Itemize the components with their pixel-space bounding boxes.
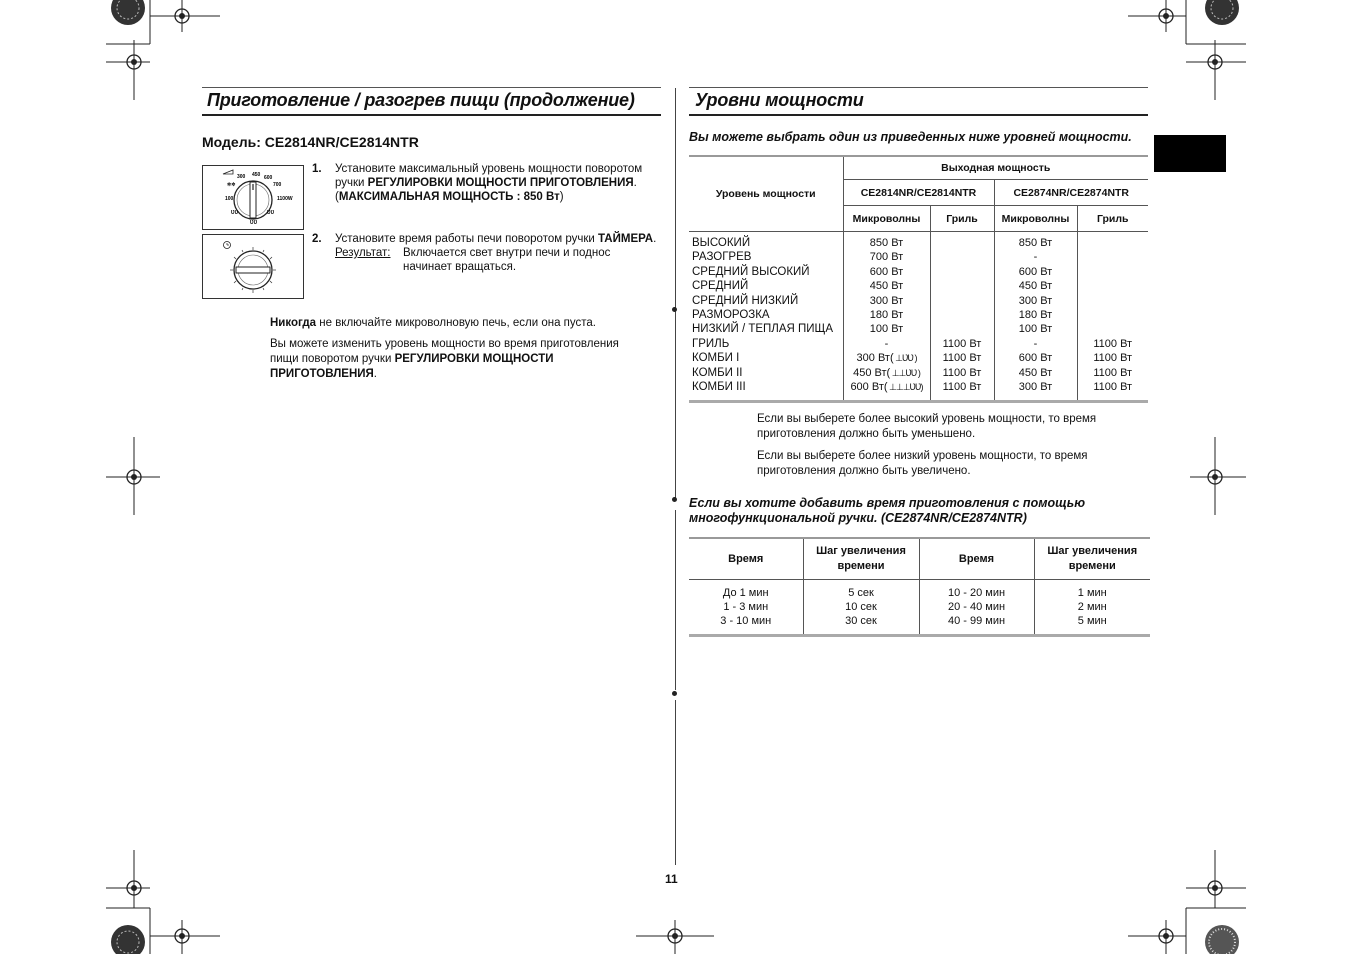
svg-text:600: 600 xyxy=(264,175,273,181)
b-grill-value: 1100 Вт xyxy=(1093,352,1133,365)
level-name: РАЗОГРЕВ xyxy=(692,251,752,264)
level-name: ВЫСОКИЙ xyxy=(692,237,751,249)
change-power-note xyxy=(270,337,670,382)
b-grill-value: 1100 Вт xyxy=(1093,380,1133,393)
step-1-cell xyxy=(803,580,919,636)
add-time-heading xyxy=(689,496,1149,526)
right-section-title: Уровни мощности xyxy=(695,90,864,110)
a-micro-value: - xyxy=(884,337,889,350)
center-divider xyxy=(675,700,676,865)
level-name: НИЗКИЙ / ТЕПЛАЯ ПИЩА xyxy=(692,323,833,336)
a-micro-value: 100 Вт xyxy=(869,323,904,336)
lower-note-line2: приготовления должно быть увеличено. xyxy=(757,465,971,477)
col-step-1 xyxy=(803,538,919,580)
a-grill-value xyxy=(931,279,994,293)
level-name: ГРИЛЬ xyxy=(692,337,730,350)
svg-text:✲✲: ✲✲ xyxy=(227,182,236,188)
b-grill-value xyxy=(1078,308,1149,322)
a-micro-value: 180 Вт xyxy=(869,308,904,321)
a-grill-value xyxy=(931,265,994,279)
time-step: 10 сек xyxy=(845,601,877,613)
time-step: 1 мин xyxy=(1077,587,1107,599)
timer-knob-name: ТАЙМЕРА xyxy=(598,233,654,245)
max-power-note: МАКСИМАЛЬНАЯ МОЩНОСТЬ : 850 Вт xyxy=(338,191,560,203)
col-b-grill: Гриль xyxy=(1077,206,1148,232)
divider-dot xyxy=(672,497,677,502)
page-number: 11 xyxy=(665,872,678,886)
center-divider xyxy=(675,318,676,498)
step-header-line2: времени xyxy=(837,560,885,572)
right-title-rule xyxy=(689,114,1148,116)
level-name: СРЕДНИЙ xyxy=(692,280,749,293)
a-micro-value: 600 Вт( xyxy=(850,380,888,393)
a-micro-value: 450 Вт xyxy=(869,280,904,293)
time-range: 1 - 3 мин xyxy=(723,601,769,613)
level-name: КОМБИ I xyxy=(692,352,740,365)
time-step: 30 сек xyxy=(845,615,877,627)
step-header-line1: Шаг увеличения xyxy=(1047,545,1138,557)
lower-power-note xyxy=(757,449,1157,479)
a-grill-value xyxy=(931,308,994,322)
a-grill-cell xyxy=(930,232,994,402)
b-micro-value: - xyxy=(1033,337,1038,350)
b-micro-value: 600 Вт xyxy=(1018,352,1053,365)
b-grill-value xyxy=(1078,236,1149,250)
b-micro-cell xyxy=(994,232,1077,402)
b-grill-value: 1100 Вт xyxy=(1093,366,1133,379)
col-b-micro: Микроволны xyxy=(994,206,1077,232)
svg-text:100: 100 xyxy=(225,196,234,202)
step-2-line1-text: Установите время работы печи поворотом ручки xyxy=(335,233,598,245)
step-1-line1: Установите максимальный уровень мощности поворотом xyxy=(335,163,643,175)
b-grill-value xyxy=(1078,250,1149,264)
step-2-number: 2. xyxy=(312,233,322,245)
result-line2: начинает вращаться. xyxy=(403,261,517,273)
result-line1: Включается свет внутри печи и поднос xyxy=(403,247,611,259)
right-title-rule-top xyxy=(689,87,1148,88)
time-2-cell xyxy=(919,580,1034,636)
svg-text:450: 450 xyxy=(252,172,261,178)
col-model-a: CE2814NR/CE2814NTR xyxy=(843,180,994,206)
time-step: 5 мин xyxy=(1077,615,1107,627)
step-1-line2-end: . xyxy=(633,177,637,189)
power-intro: Вы можете выбрать один из приведенных ниже уровней мощности. xyxy=(689,130,1132,144)
time-range: 10 - 20 мин xyxy=(947,587,1006,599)
a-micro-value: 850 Вт xyxy=(869,237,904,249)
b-micro-value: 450 Вт xyxy=(1018,280,1053,293)
b-micro-value: 850 Вт xyxy=(1018,237,1053,249)
change-line2-bold: РЕГУЛИРОВКИ МОЩНОСТИ xyxy=(394,353,554,365)
a-grill-value xyxy=(931,322,994,336)
combi-icon: ⊥ƲƲ ) xyxy=(893,353,917,364)
model-heading: Модель: CE2814NR/CE2814NTR xyxy=(202,134,419,150)
time-range: 20 - 40 мин xyxy=(947,601,1006,613)
col-a-grill: Гриль xyxy=(930,206,994,232)
a-grill-value: 1100 Вт xyxy=(942,352,982,365)
a-micro-cell xyxy=(843,232,930,402)
timer-dial-icon xyxy=(203,235,303,298)
left-title-rule xyxy=(202,114,661,116)
level-name: СРЕДНИЙ ВЫСОКИЙ xyxy=(692,265,810,278)
svg-text:ƲƲ: ƲƲ xyxy=(267,210,275,216)
change-line3-end: . xyxy=(373,368,377,380)
b-micro-value: 300 Вт xyxy=(1018,380,1053,393)
step-2-line1-end: . xyxy=(653,233,657,245)
level-name: РАЗМОРОЗКА xyxy=(692,308,770,321)
step-header-line2: времени xyxy=(1068,560,1116,572)
time-1-cell xyxy=(689,580,803,636)
divider-dot xyxy=(672,691,677,696)
col-output-power: Выходная мощность xyxy=(843,156,1148,180)
col-power-level: Уровень мощности xyxy=(689,156,843,232)
time-step: 5 сек xyxy=(848,587,874,599)
col-model-b: CE2874NR/CE2874NTR xyxy=(994,180,1148,206)
section-tab-marker xyxy=(1154,135,1226,172)
step-2-cell xyxy=(1034,580,1150,636)
left-section-title: Приготовление / разогрев пищи (продолжение) xyxy=(207,90,635,110)
b-micro-value: - xyxy=(1033,251,1038,264)
level-name: СРЕДНИЙ НИЗКИЙ xyxy=(692,294,799,307)
a-grill-value xyxy=(931,236,994,250)
combi-icon: ⊥⊥ƲƲ ) xyxy=(890,367,920,378)
b-grill-value xyxy=(1078,322,1149,336)
a-micro-value: 600 Вт xyxy=(869,265,904,278)
levels-cell xyxy=(689,232,843,402)
add-time-line1: Если вы хотите добавить время приготовления с помощью xyxy=(689,496,1086,510)
higher-power-note xyxy=(757,412,1157,442)
timer-dial-illustration xyxy=(202,234,304,299)
b-grill-value xyxy=(1078,294,1149,308)
level-name: КОМБИ III xyxy=(692,380,746,393)
b-grill-value xyxy=(1078,265,1149,279)
a-grill-value: 1100 Вт xyxy=(942,366,982,379)
col-a-micro: Микроволны xyxy=(843,206,930,232)
b-micro-value: 300 Вт xyxy=(1018,294,1053,307)
b-grill-cell xyxy=(1077,232,1148,402)
time-range: До 1 мин xyxy=(722,587,769,599)
b-grill-value xyxy=(1078,279,1149,293)
svg-text:ƲƲ: ƲƲ xyxy=(250,220,258,226)
lower-note-line1: Если вы выберете более низкий уровень мощности, то время xyxy=(757,450,1088,462)
add-time-line2: многофункциональной ручки. (CE2874NR/CE2874NTR) xyxy=(689,511,1027,525)
b-micro-value: 100 Вт xyxy=(1018,323,1053,336)
col-step-2 xyxy=(1034,538,1150,580)
center-divider xyxy=(675,88,676,318)
time-range: 40 - 99 мин xyxy=(947,615,1006,627)
a-grill-value: 1100 Вт xyxy=(942,337,982,350)
power-dial-icon xyxy=(203,166,303,229)
never-bold: Никогда xyxy=(270,317,317,329)
change-line1: Вы можете изменить уровень мощности во время приготовления xyxy=(270,338,619,350)
svg-text:700: 700 xyxy=(273,182,282,188)
change-line3-bold: ПРИГОТОВЛЕНИЯ xyxy=(270,368,374,380)
center-divider xyxy=(675,510,676,690)
higher-note-line1: Если вы выберете более высокий уровень мощности, то время xyxy=(757,413,1097,425)
time-step: 2 мин xyxy=(1077,601,1107,613)
change-line2-text: пищи поворотом ручки xyxy=(270,353,395,365)
svg-text:300: 300 xyxy=(237,174,246,180)
svg-text:ƲƲ: ƲƲ xyxy=(231,210,239,216)
power-dial-illustration xyxy=(202,165,304,230)
b-grill-value: 1100 Вт xyxy=(1093,337,1133,350)
col-time-1: Время xyxy=(689,538,803,580)
step-header-line1: Шаг увеличения xyxy=(816,545,906,557)
b-micro-value: 450 Вт xyxy=(1018,366,1053,379)
svg-text:1100W: 1100W xyxy=(277,196,293,202)
power-knob-name: РЕГУЛИРОВКИ МОЩНОСТИ ПРИГОТОВЛЕНИЯ xyxy=(367,177,634,189)
divider-dot xyxy=(672,307,677,312)
never-text: не включайте микроволновую печь, если она пуста. xyxy=(316,317,597,329)
result-label: Результат: xyxy=(335,247,391,259)
never-warning xyxy=(270,316,670,331)
a-grill-value xyxy=(931,294,994,308)
combi-icon: ⊥⊥⊥ƲƲ) xyxy=(887,381,923,392)
a-micro-value: 300 Вт xyxy=(869,294,904,307)
time-range: 3 - 10 мин xyxy=(720,615,772,627)
power-levels-table xyxy=(689,155,1148,403)
col-time-2: Время xyxy=(919,538,1034,580)
step-1-number: 1. xyxy=(312,163,322,175)
a-micro-value: 300 Вт( xyxy=(856,352,894,365)
b-micro-value: 180 Вт xyxy=(1018,308,1053,321)
left-title-rule-top xyxy=(202,87,661,88)
a-grill-value xyxy=(931,250,994,264)
step-1-line2-text: ручки xyxy=(335,177,368,189)
a-micro-value: 700 Вт xyxy=(869,251,904,264)
step-1-line3-open: ( xyxy=(335,191,339,203)
time-increment-table xyxy=(689,537,1150,637)
higher-note-line2: приготовления должно быть уменьшено. xyxy=(757,428,976,440)
b-micro-value: 600 Вт xyxy=(1018,265,1053,278)
a-grill-value: 1100 Вт xyxy=(942,380,982,393)
step-1-line3-close: ) xyxy=(559,191,564,203)
a-micro-value: 450 Вт( xyxy=(853,366,891,379)
level-name: КОМБИ II xyxy=(692,366,743,379)
